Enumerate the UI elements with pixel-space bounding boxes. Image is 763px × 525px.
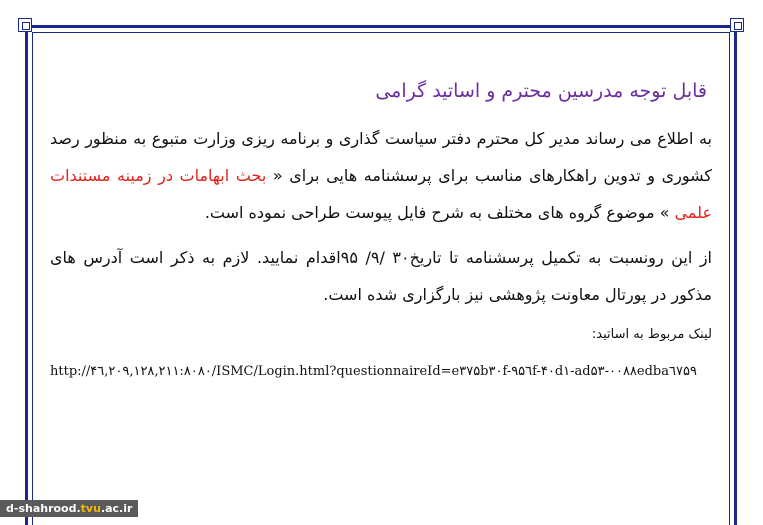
- corner-ornament-top-right: [730, 18, 744, 32]
- paragraph-1-text-start: به اطلاع می رساند مدیر کل محترم دفتر سیاست گذاری و برنامه ریزی وزارت متبوع به منظور رصد کشوری و تدوین راهکارهای مناسب برای پرسشنامه هایی برای «: [50, 129, 712, 185]
- announcement-paragraph-1: [50, 120, 712, 231]
- link-label: لینک مربوط به اساتید:: [591, 327, 712, 342]
- questionnaire-link[interactable]: http://۴٦,۲۰۹,۱۲۸,۲۱۱:۸۰۸۰/ISMC/Login.html?questionnaireId=e۳۷۵b۳۰f-۹۵٦f-۴۰d۱-ad۵۳-۰۰۸۸edba٦۷۵۹: [50, 364, 697, 379]
- announcement-paragraph-2: از این رونسبت به تکمیل پرسشنامه تا تاریخ۳۰ /۹/ ۹۵اقدام نمایید. لازم به ذکر است آدرس های مذکور در پورتال معاونت پژوهشی نیز بارگزاری شده است.: [50, 248, 712, 304]
- badge-accent: tvu: [80, 502, 101, 515]
- badge-prefix: d-shahrood.: [6, 502, 81, 515]
- announcement-content: [50, 80, 712, 379]
- highlighted-topic: بحث ابهامات در زمینه مستندات علمی: [50, 166, 712, 222]
- announcement-heading: قابل توجه مدرسین محترم و اساتید گرامی: [375, 80, 707, 102]
- corner-ornament-top-left: [18, 18, 32, 32]
- site-badge: [0, 500, 138, 517]
- badge-suffix: .ac.ir: [100, 502, 133, 515]
- paragraph-1-text-end: » موضوع گروه های مختلف به شرح فایل پیوست طراحی نموده است.: [204, 203, 675, 222]
